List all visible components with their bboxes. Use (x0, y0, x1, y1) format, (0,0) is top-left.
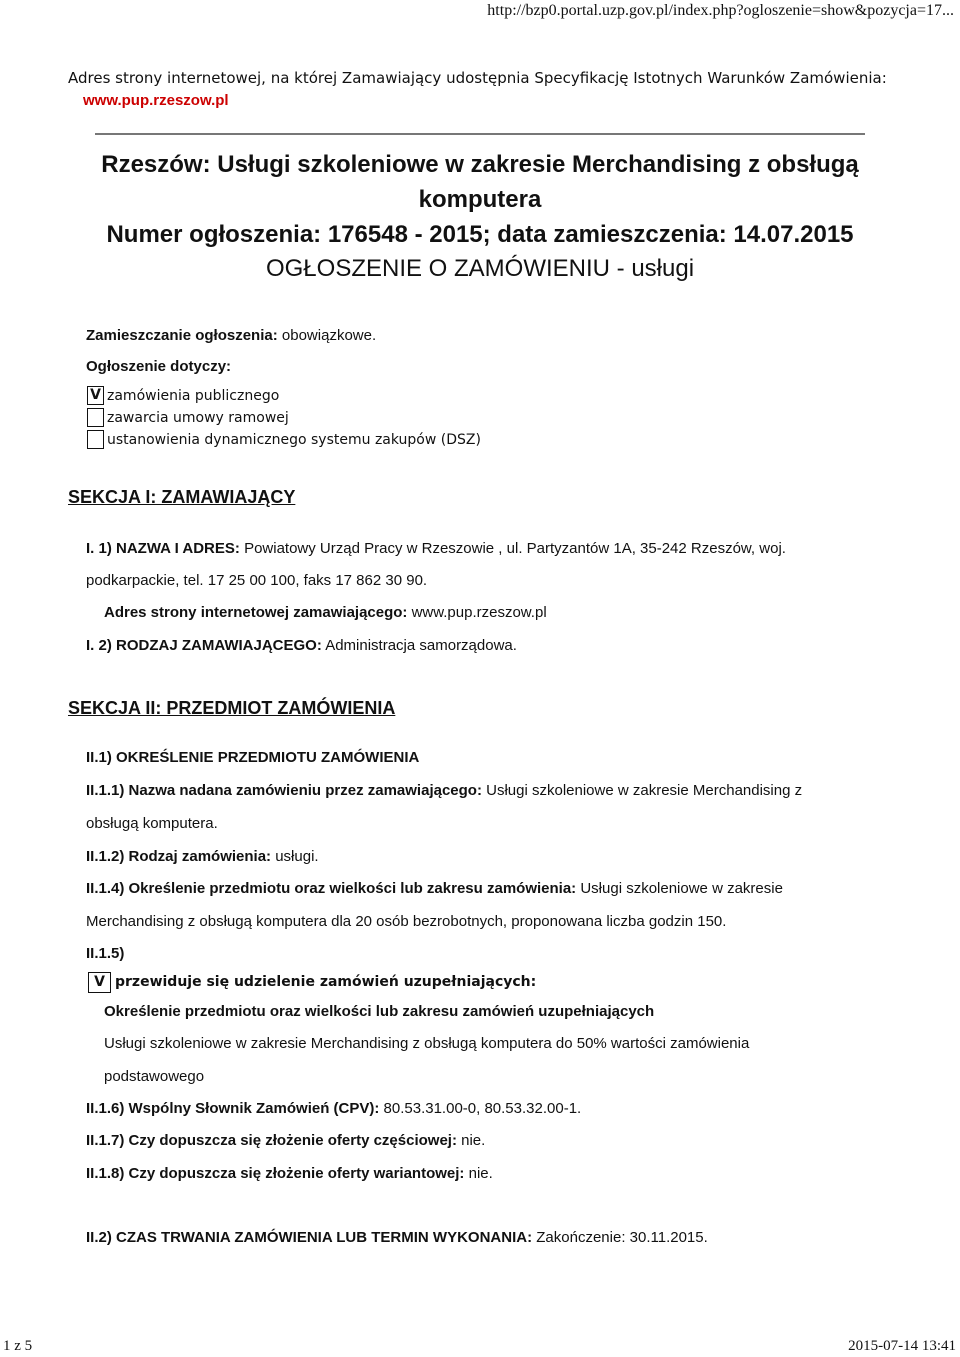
item-ii-2-value: Zakończenie: 30.11.2015. (536, 1229, 708, 1246)
website-label: Adres strony internetowej zamawiającego: (104, 604, 408, 621)
item-ii-1-6-label: II.1.6) Wspólny Słownik Zamówień (CPV): (86, 1100, 380, 1117)
checkbox-dsz (87, 430, 104, 449)
placement-value: obowiązkowe. (281, 327, 377, 344)
website-row (104, 604, 547, 621)
item-ii-1-7-label: II.1.7) Czy dopuszcza się złożenie oferty częściowej: (86, 1132, 457, 1149)
item-ii-1-5-label: II.1.5) (86, 945, 125, 962)
supplementary-scope-heading: Określenie przedmiotu oraz wielkości lub zakresu zamówień uzupełniających (104, 1003, 655, 1020)
item-ii-1-6-row (86, 1100, 581, 1117)
item-ii-1-1-row (86, 782, 802, 799)
page-title-line2: komputera (418, 186, 542, 213)
page-title-line1: Rzeszów: Usługi szkoleniowe w zakresie Merchandising z obsługą (101, 151, 859, 178)
item-ii-1-7-value: nie. (461, 1132, 486, 1149)
supplementary-scope-text: Usługi szkoleniowe w zakresie Merchandising z obsługą komputera do 50% wartości zamówienia (104, 1035, 750, 1052)
section-1-heading: SEKCJA I: ZAMAWIAJĄCY (68, 487, 296, 507)
print-header-url: http://bzp0.portal.uzp.gov.pl/index.php?ogloszenie=show&pozycja=17... (487, 2, 954, 19)
supplementary-scope-text-cont: podstawowego (104, 1068, 205, 1085)
option-public-order-label: zamówienia publicznego (107, 388, 280, 404)
authority-type-value: Administracja samorządowa. (325, 637, 517, 654)
name-address-label: I. 1) NAZWA I ADRES: (86, 540, 240, 557)
section-2-heading: SEKCJA II: PRZEDMIOT ZAMÓWIENIA (68, 698, 396, 718)
subsection-ii1-heading: II.1) OKREŚLENIE PRZEDMIOTU ZAMÓWIENIA (86, 749, 420, 766)
item-ii-1-4-value-cont: Merchandising z obsługą komputera dla 20 osób bezrobotnych, proponowana liczba godzin 150. (86, 913, 727, 930)
item-ii-1-2-label: II.1.2) Rodzaj zamówienia: (86, 848, 272, 865)
authority-type-label: I. 2) RODZAJ ZAMAWIAJĄCEGO: (86, 637, 322, 654)
checkbox-supplementary-orders: V (88, 972, 111, 993)
item-ii-1-4-label: II.1.4) Określenie przedmiotu oraz wielkości lub zakresu zamówienia: (86, 880, 577, 897)
checkbox-public-order: V (87, 386, 104, 405)
authority-type-row (86, 637, 517, 654)
item-ii-1-2-row (86, 848, 319, 865)
item-ii-1-6-value: 80.53.31.00-0, 80.53.32.00-1. (383, 1100, 582, 1117)
item-ii-1-8-label: II.1.8) Czy dopuszcza się złożenie oferty wariantowej: (86, 1165, 465, 1182)
name-address-value-cont: podkarpackie, tel. 17 25 00 100, faks 17 862 30 90. (86, 572, 428, 589)
item-ii-1-8-row (86, 1165, 493, 1182)
option-dsz-label: ustanowienia dynamicznego systemu zakupów (DSZ) (107, 432, 481, 448)
option-framework-agreement-label: zawarcia umowy ramowej (107, 410, 289, 426)
checkbox-framework-agreement (87, 408, 104, 427)
item-ii-2-label: II.2) CZAS TRWANIA ZAMÓWIENIA LUB TERMIN WYKONANIA: (86, 1229, 533, 1246)
siwz-url-link[interactable]: www.pup.rzeszow.pl (83, 92, 229, 109)
siwz-intro-text: Adres strony internetowej, na której Zamawiający udostępnia Specyfikację Istotnych Warunków Zamówienia: (68, 69, 887, 87)
item-ii-1-2-value: usługi. (275, 848, 319, 865)
notice-type: OGŁOSZENIE O ZAMÓWIENIU - usługi (265, 255, 695, 282)
notice-number: Numer ogłoszenia: 176548 - 2015; data zamieszczenia: 14.07.2015 (106, 221, 854, 248)
print-datetime: 2015-07-14 13:41 (848, 1338, 956, 1354)
contracting-authority-name-row (86, 540, 786, 557)
item-ii-2-row (86, 1229, 708, 1246)
item-ii-1-1-value-cont: obsługą komputera. (86, 815, 218, 832)
supplementary-orders-label: przewiduje się udzielenie zamówień uzupełniających: (115, 974, 537, 990)
item-ii-1-4-row (86, 880, 783, 897)
item-ii-1-1-label: II.1.1) Nazwa nadana zamówieniu przez zamawiającego: (86, 782, 482, 799)
item-ii-1-8-value: nie. (468, 1165, 493, 1182)
placement-label: Zamieszczanie ogłoszenia: (86, 327, 278, 344)
placement-row (86, 327, 376, 344)
concerns-label: Ogłoszenie dotyczy: (86, 358, 232, 375)
website-value[interactable]: www.pup.rzeszow.pl (411, 604, 547, 621)
item-ii-1-4-value: Usługi szkoleniowe w zakresie (580, 880, 783, 897)
page-number: 1 z 5 (3, 1338, 33, 1354)
item-ii-1-1-value: Usługi szkoleniowe w zakresie Merchandising z (486, 782, 803, 799)
divider (95, 133, 865, 135)
name-address-value: Powiatowy Urząd Pracy w Rzeszowie , ul. Partyzantów 1A, 35-242 Rzeszów, woj. (244, 540, 786, 557)
item-ii-1-7-row (86, 1132, 485, 1149)
